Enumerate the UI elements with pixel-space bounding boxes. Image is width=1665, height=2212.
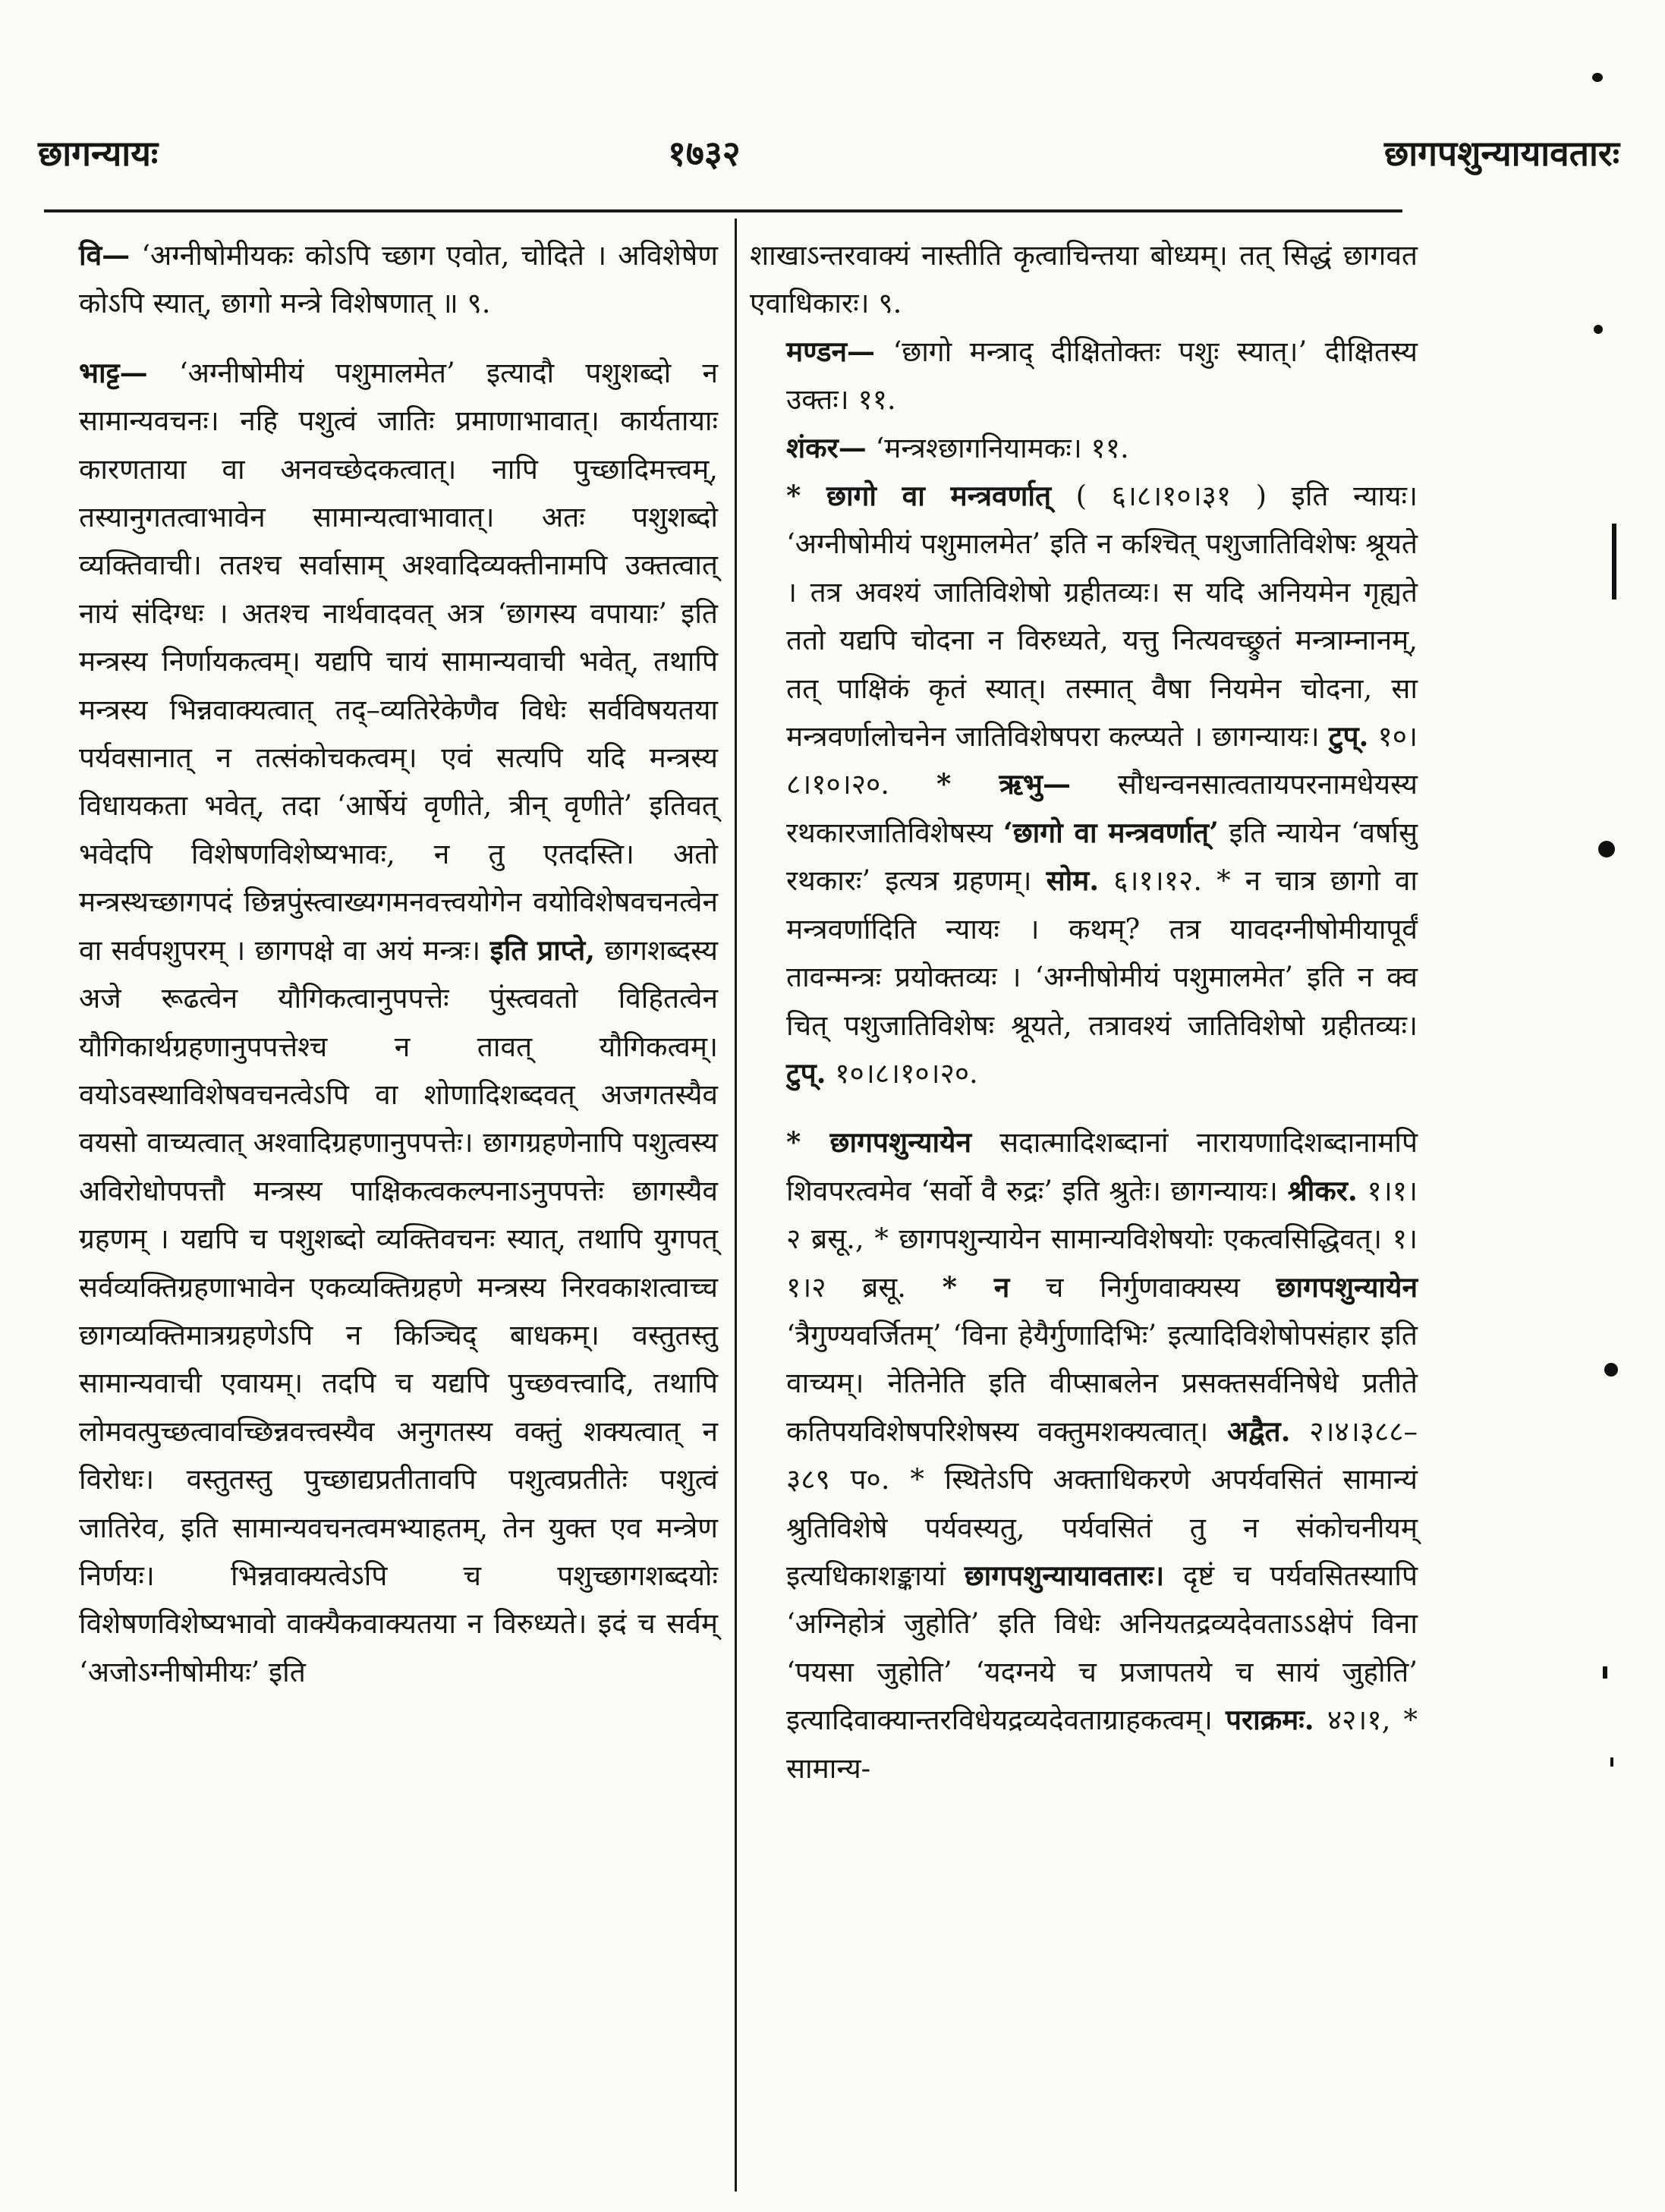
entry-chhago-nyaya [750, 472, 1418, 1097]
source-parakrama: पराक्रमः. [1226, 1703, 1314, 1737]
scan-speck [1604, 1363, 1618, 1377]
entry-label: शंकर— [786, 430, 867, 464]
entry-text: २।४।३८८–३८९ प०. * स्थितेऽपि अक्ताधिकरणे अपर्यवसितं सामान्यं श्रुतिविशेषे पर्यवस्यतु, पर्यवसितं तु न संकोचनीयम् इत्यधिकाशङ्कायां [786, 1414, 1418, 1592]
entry-heading: * छागो वा मन्त्रवर्णात् [786, 479, 1052, 513]
entry-label: भाट्ट— [79, 355, 148, 389]
scan-speck [1603, 1666, 1607, 1679]
column-divider [735, 219, 737, 2192]
entry-chhagapashu-nyaya [750, 1119, 1418, 1792]
entry-label: मण्डन— [786, 334, 876, 368]
entry-shankara [750, 424, 1418, 472]
entry-ref: ६।१।१२. [1099, 864, 1217, 898]
header-left-title: छागन्यायः [38, 133, 159, 174]
header-right-title: छागपशुन्यायावतारः [1383, 133, 1619, 174]
entry-text: न्यायः। ‘अग्नीषोमीयं पशुमालमेत’ इति न कश्चित् पशुजातिविशेषः श्रूयते । तत्र अवश्यं जातिविशेषो ग्रहीतव्यः। स यदि अनियमेन गृह्यते ततो यद्यपि चोदना न विरुध्यते, यत्तु नित्यवच्छ्रुतं मन्त्राम्नानम्, तत् पाक्षिकं कृतं स्यात्। तस्मात् वैषा नियमेन चोदना, सा मन्त्रवर्णालोचनेन जातिविशेषपरा कल्प्यते । छागन्यायः। [786, 480, 1418, 754]
entry-ref: १०।८।१०।२०. [786, 720, 1418, 801]
scan-speck [1598, 841, 1615, 857]
entry-text: ‘मन्त्रश्छागनियामकः। ११. [866, 431, 1129, 464]
page-number: १७३२ [668, 133, 741, 174]
entry-text: छागशब्दस्य अजे रूढत्वेन यौगिकत्वानुपपत्तेः पुंस्त्ववतो विहितत्वेन यौगिकार्थग्रहणानुपपत्तेश्च न तावत् यौगिकत्वम्। वयोऽवस्थाविशेषवचनत्वेऽपि वा शोणादिशब्दवत् अजगतस्यैव वयसो वाच्यत्वात् अश्वादिग्रहणानुपपत्तेः। छागग्रहणेनापि पशुत्वस्य अविरोधोपपत्तौ मन्त्रस्य पाक्षिकत्वकल्पनाऽनुपपत्तेः छागस्यैव ग्रहणम् । यद्यपि च पशुशब्दो व्यक्तिवचनः स्यात्, तथापि युगपत् सर्वव्यक्तिग्रहणाभावेन एकव्यक्तिग्रहणे मन्त्रस्य निरवकाशत्वाच्च छागव्यक्तिमात्रग्रहणेऽपि न किञ्चिद् बाधकम्। वस्तुतस्तु सामान्यवाची एवायम्। तदपि च यद्यपि पुच्छवत्त्वादि, तथापि लोमवत्पुच्छत्वावच्छिन्नवत्त्वस्यैव अनुगतस्य वक्तुं शक्यत्वात् न विरोधः। वस्तुतस्तु पुच्छाद्यप्रतीतावपि पशुत्वप्रतीतेः पशुत्वं जातिरेव, इति सामान्यवचनत्वमभ्याहतम्, तेन युक्त एव मन्त्रेण निर्णयः। भिन्नवाक्यत्वेऽपि च पशुच्छागशब्दयोः विशेषणविशेष्यभावो वाक्यैकवाक्यतया न विरुध्यते। इदं च सर्वम् ‘अजोऽग्नीषोमीयः’ इति [79, 933, 718, 1688]
source-advaita: अद्वैत. [1227, 1414, 1291, 1448]
quoted-maxim: ‘छागो वा मन्त्रवर्णात्’ [1002, 815, 1219, 849]
scan-speck [1592, 73, 1603, 82]
entry-text: च निर्गुणवाक्यस्य [1009, 1270, 1276, 1304]
quoted-maxim: छागपशुन्यायेन [1276, 1270, 1418, 1304]
source-tup: टुप्. [1328, 719, 1369, 754]
scan-speck [1610, 1757, 1613, 1767]
entry-mandana [750, 328, 1418, 424]
entry-heading: * छागपशुन्यायेन [786, 1125, 972, 1159]
entry-text: ४२।१, * सामान्य- [786, 1704, 1418, 1785]
entry-text: ‘त्रैगुण्यवर्जितम्’ ‘विना हेयैर्गुणादिभिः’ इत्यादिविशेषोपसंहार इति वाच्यम्। नेतिनेति इति वीप्साबलेन प्रसक्तसर्वनिषेधे प्रतीते कतिपयविशेषपरिशेषस्य वक्तुमशक्यत्वात्। [786, 1318, 1418, 1448]
entry-label: वि— [79, 238, 131, 272]
quoted-maxim: छागपशुन्यायावतारः। [964, 1558, 1165, 1592]
entry-text: ‘छागो मन्त्राद् दीक्षितोक्तः पशुः स्यात्।’ दीक्षितस्य उक्तः। ११. [786, 335, 1418, 417]
entry-vi [42, 231, 718, 328]
entry-text: १।१।२ ब्रसू., * छागपशुन्यायेन सामान्यविशेषयोः एकत्वसिद्धिवत्। १।१।२ ब्रसू. [786, 1174, 1418, 1304]
source-soma: सोम. [1046, 864, 1100, 898]
entry-text: सदात्मादिशब्दानां नारायणादिशब्दानामपि शिवपरत्वमेव ‘सर्वो वै रुद्रः’ इति श्रुतेः। छागन्यायः। [786, 1126, 1418, 1207]
entry-text: * न चात्र छागो वा मन्त्रवर्णादिति न्यायः । कथम्? तत्र यावदग्नीषोमीयापूर्वं तावन्मन्त्रः प्रयोक्तव्यः । ‘अग्नीषोमीयं पशुमालमेत’ इति न क्व चित् पशुजातिविशेषः श्रूयते, तत्रावश्यं जातिविशेषो ग्रहीतव्यः। [786, 864, 1418, 1042]
scan-speck [1594, 325, 1603, 334]
entry-label: * न [942, 1270, 1010, 1304]
entry-label: * ऋभु— [936, 767, 1071, 801]
source-tup: टुप्. [786, 1056, 826, 1090]
entry-ref: १०।८।१०।२०. [826, 1056, 978, 1090]
left-column [42, 231, 718, 1696]
scan-speck [1612, 524, 1616, 599]
entry-bhatta [42, 349, 718, 1696]
entry-text: सौधन्वनसात्वतायपरनामधेयस्य रथकारजातिविशेषस्य [786, 768, 1418, 849]
entry-text: दृष्टं च पर्यवसितस्यापि ‘अग्निहोत्रं जुहोति’ इति विधेः अनियतद्रव्यदेवताऽऽक्षेपं विना ‘पयसा जुहोति’ ‘यदग्नये च प्रजापतये च सायं जुहोति’ इत्यादिवाक्यान्तरविधेयद्रव्यदेवताग्राहकत्वम्। [786, 1559, 1418, 1737]
entry-text: इति न्यायेन ‘वर्षासु रथकारः’ इत्यत्र ग्रहणम्। [786, 816, 1418, 898]
entry-ref: ( ६।८।१०।३१ ) इति [1051, 480, 1329, 513]
entry-text: ‘अग्नीषोमीयकः कोऽपि च्छाग एवोत, चोदिते । अविशेषेण कोऽपि स्यात्, छागो मन्त्रे विशेषणात् ॥ ९. [79, 239, 718, 320]
header-rule [44, 209, 1402, 212]
entry-text: ‘अग्नीषोमीयं पशुमालमेत’ इत्यादौ पशुशब्दो न सामान्यवचनः। नहि पशुत्वं जातिः प्रमाणाभावात्। कार्यतायाः कारणताया वा अनवच्छेदकत्वात्। नापि पुच्छादिमत्त्वम्, तस्यानुगतत्वाभावेन सामान्यत्वाभावात्। अतः पशुशब्दो व्यक्तिवाची। ततश्च सर्वासाम् अश्वादिव्यक्तीनामपि उक्तत्वात् नायं संदिग्धः । अतश्च नार्थवादवत् अत्र ‘छागस्य वपायाः’ इति मन्त्रस्य निर्णायकत्वम्। यद्यपि चायं सामान्यवाची भवेत्, तथापि मन्त्रस्य भिन्नवाक्यत्वात् तद्–व्यतिरेकेणैव विधेः सर्वविषयतया पर्यवसानात् न तत्संकोचकत्वम्। एवं सत्यपि यदि मन्त्रस्य विधायकता भवेत्, तदा ‘आर्षेयं वृणीते, त्रीन् वृणीते’ इतिवत् भवेदपि विशेषणविशेष्यभावः, न तु एतदस्ति। अतो मन्त्रस्थच्छागपदं छिन्नपुंस्त्वाख्यगमनवत्त्वयोगेन वयोविशेषवचनत्वेन वा सर्वपशुपरम् । छागपक्षे वा अयं मन्त्रः। [79, 356, 718, 967]
continued-text: शाखाऽन्तरवाक्यं नास्तीति कृत्वाचिन्तया बोध्यम्। तत् सिद्धं छागवत एवाधिकारः। ९. [750, 239, 1418, 320]
iti-prapte: इति प्राप्ते, [489, 933, 596, 967]
right-column [750, 231, 1418, 1792]
source-shrikara: श्रीकर. [1287, 1173, 1358, 1207]
